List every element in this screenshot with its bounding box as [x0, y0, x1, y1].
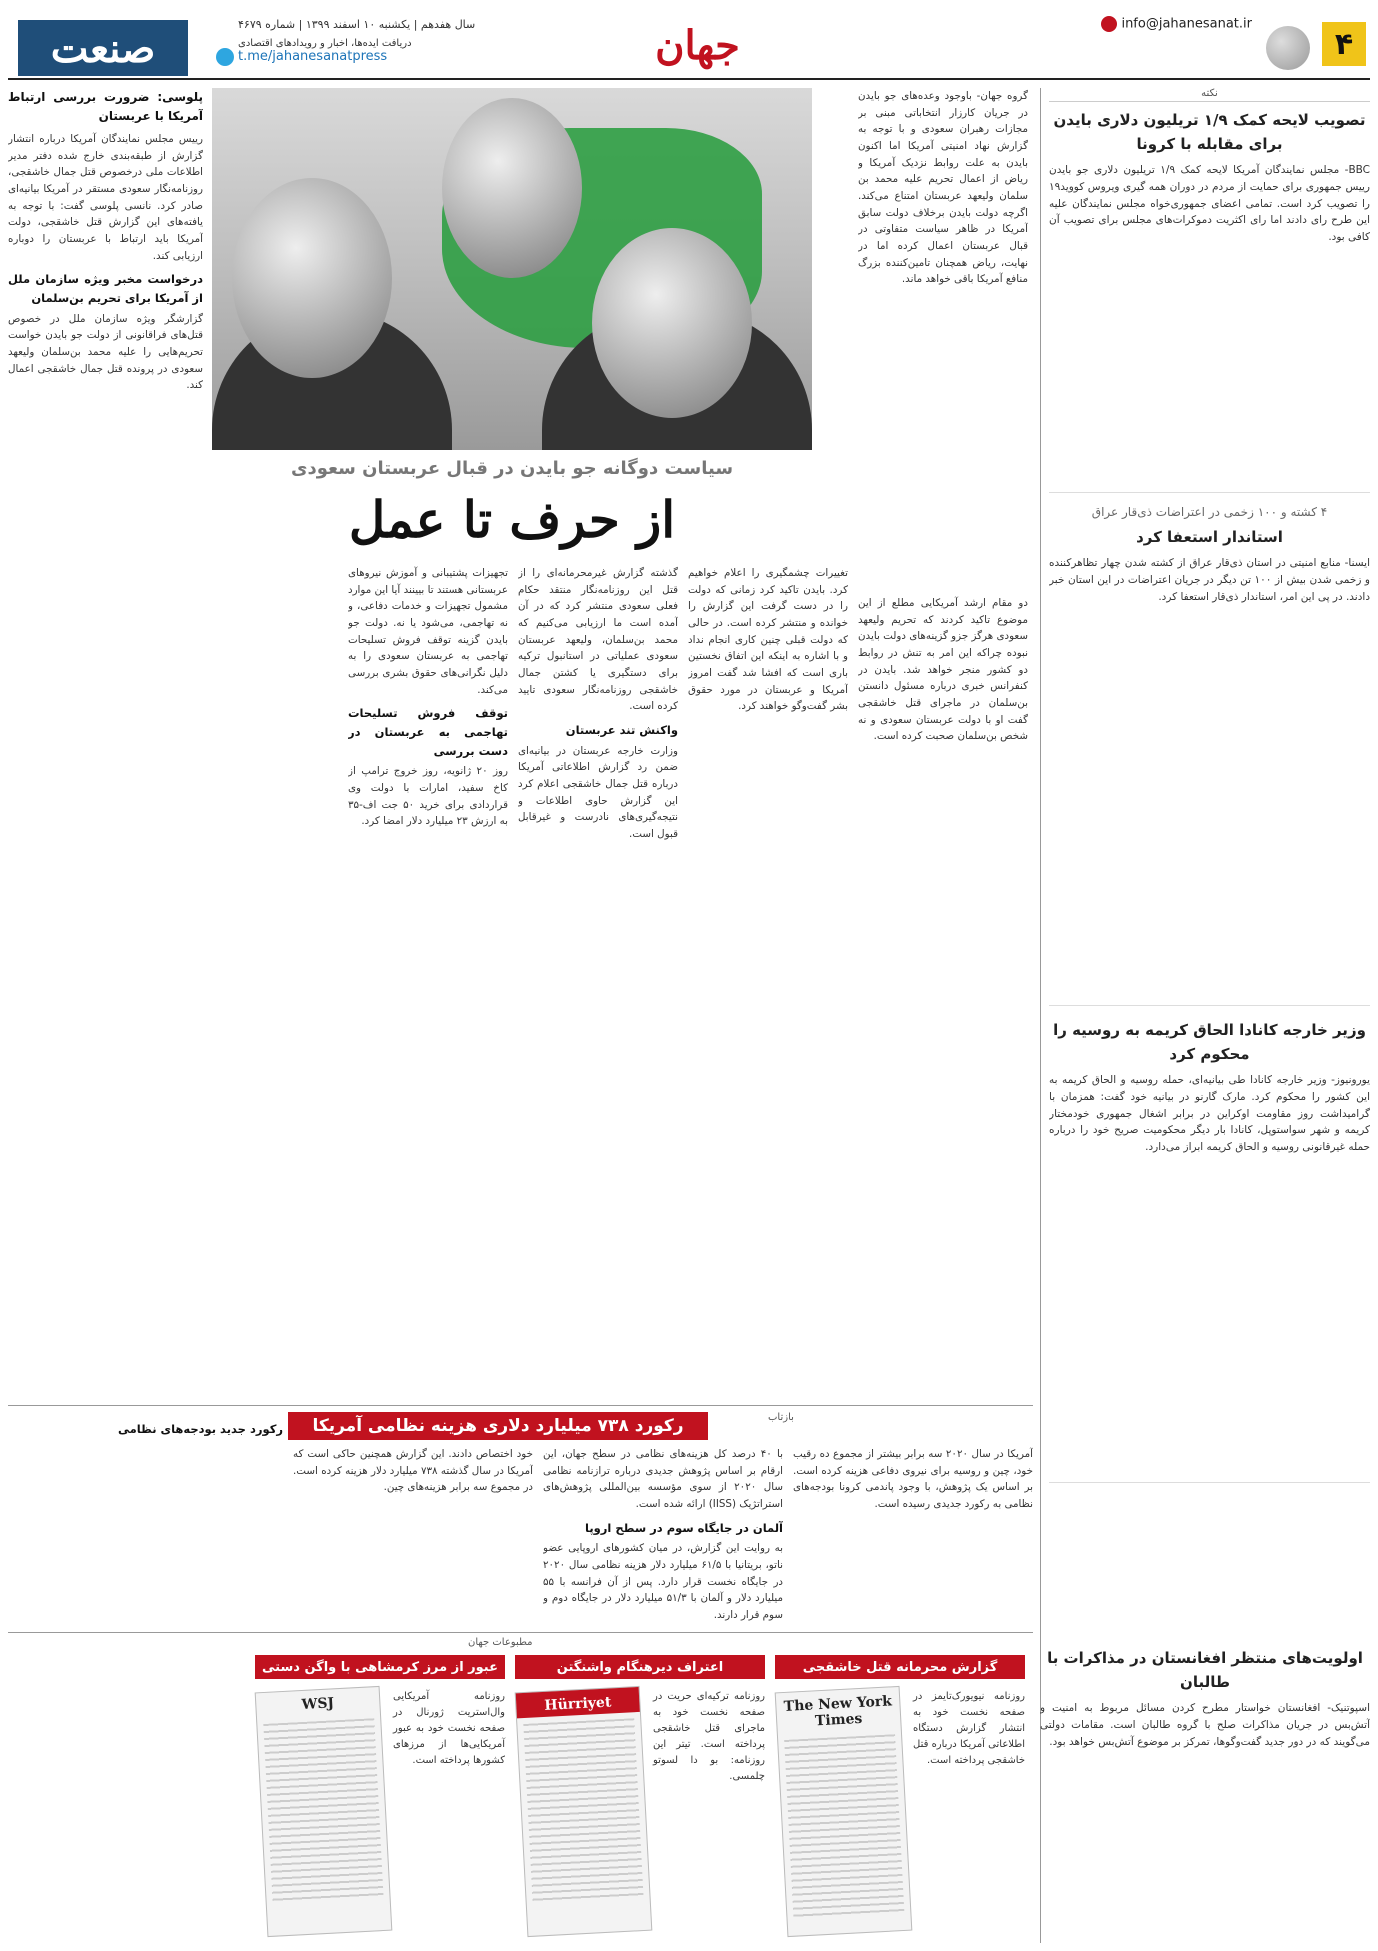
sidebar-article — [1049, 505, 1370, 1006]
column-text: دو مقام ارشد آمریکایی مطلع از این موضوع تاکید کردند که تحریم ولیعهد سعودی هرگز جزو گزینه‌های دولت بایدن نبوده چراکه این امر به تنش در روابط دو کشور منجر خواهد شد. بایدن در کنفرانس خبری درباره مسئول دانستن بن‌سلمان در ماجرای قتل خاشقجی گفت او با دولت عربستان سعودی و نه شخص بن‌سلمان صحبت کرده است. — [858, 597, 1028, 743]
sidebar-article — [1049, 1018, 1370, 1483]
press-text: روزنامه نیویورک‌تایمز در صفحه نخست خود به انتشار گزارش دستگاه اطلاعاتی آمریکا درباره قتل خاشقجی پرداخته است. — [913, 1691, 1025, 1766]
sidebar-article — [1040, 1640, 1370, 1950]
portrait-trump — [592, 228, 752, 418]
press-text: روزنامه ترکیه‌ای حریت در صفحه نخست خود به ماجرای قتل خاشقجی پرداخته است. تیتر این روزنامه: بو دا لسوتو چلمسی. — [653, 1691, 765, 1782]
newspaper-thumbnail — [515, 1686, 653, 1937]
article-column — [13, 1414, 283, 1619]
column-subhead: آلمان در جایگاه سوم در سطح اروپا — [585, 1520, 783, 1535]
text-lines-graphic — [523, 1718, 643, 1904]
column-subhead: توقف فروش تسلیحات تهاجمی به عربستان در دست بررسی — [348, 706, 508, 758]
article-body: BBC- مجلس نمایندگان آمریکا لایحه کمک ۱/۹ تریلیون دلاری جو بایدن رییس جمهوری برای حمایت از مردم در دوران همه گیری ویروس کووید۱۹ را تصویب کرد است. تمامی اعضای جمهوری‌خواه مجلس نمایندگان علیه این طرح رای دادند اما رای اکثریت دموکرات‌های مجلس برای تصویب آن کافی بود. — [1049, 164, 1370, 244]
email-address[interactable] — [1101, 16, 1252, 32]
military-spending-section — [8, 1405, 1033, 1627]
article-body: یورونیوز- وزیر خارجه کانادا طی بیانیه‌ای، حمله روسیه و الحاق کریمه به این کشور را محکوم کرد. مارک گارنو در بیانیه خود گفت: همزمان با گرامیداشت روز مقاومت اوکراین در برابر اشغال جمهوری خودمختار کریمه و شهر سواستوپل، کانادا بار دیگر محکومیت صریح خود را درباره حمله غیرقانونی روسیه و الحاق کریمه ابراز می‌دارد. — [1049, 1074, 1370, 1154]
article-body: ایسنا- منابع امنیتی در استان ذی‌قار عراق از کشته شدن چهار تظاهرکننده و زخمی شدن بیش از ۱۰۰ تن دیگر در جریان اعتراضات در این استان خبر دادند. در پی این امر، استاندار ذی‌قار استعفا کرد. — [1049, 557, 1370, 603]
section-tag: بازتاب — [768, 1412, 794, 1423]
column-text: تجهیزات پشتیبانی و آموزش نیروهای عربستانی هستند تا بیینند آیا این موارد مشمول تجهیزات و خدمات دفاعی، و نه تهاجمی، می‌شود یا نه. دولت جو بایدن گزینه توقف فروش تسلیحات تهاجمی به عربستان سعودی را به دلیل نگرانی‌های حقوق بشری بررسی می‌کند. — [348, 567, 508, 696]
column-text: روز ۲۰ ژانویه، روز خروج ترامپ از کاخ سفید، امارات با دولت وی قراردادی برای خرید ۵۰ جت اف-۳۵ به ارزش ۲۳ میلیارد دلار امضا کرد. — [348, 765, 508, 828]
issue-info: سال هفدهم | یکشنبه ۱۰ اسفند ۱۳۹۹ | شماره ۴۶۷۹ — [238, 18, 476, 31]
telegram-text: دریافت ایده‌ها، اخبار و رویدادهای اقتصادی — [238, 38, 412, 49]
section-title: جهان — [655, 22, 740, 69]
article-column — [858, 88, 1028, 588]
column-text: خود اختصاص دادند. این گزارش همچنین حاکی است که آمریکا در سال گذشته ۷۳۸ میلیارد دلار هزینه کرده است. در مجموع سه برابر هزینه‌های چین. — [293, 1448, 533, 1494]
telegram-promo[interactable] — [238, 38, 412, 64]
column-subhead: واکنش تند عربستان — [565, 723, 678, 738]
column-text: به روایت این گزارش، در میان کشورهای اروپایی عضو ناتو، بریتانیا با ۶۱/۵ میلیارد دلار هزینه نظامی سال ۲۰۲۰ در جایگاه نخست قرار دارد. پس از آن فرانسه با ۵۵ میلیارد دلار و آلمان با ۵۱/۳ میلیارد دلار در جایگاه دوم و سوم قرار دارند. — [543, 1542, 783, 1621]
press-title: عبور از مرز کرمشاهی با واگن دستی — [255, 1655, 505, 1679]
note-tag: نکته — [1049, 88, 1370, 102]
article-title: اولویت‌های منتظر افغانستان در مذاکرات با طالبان — [1047, 1649, 1363, 1691]
press-title: اعتراف دیرهنگام واشنگتن — [515, 1655, 765, 1679]
main-kicker: سیاست دوگانه جو بایدن در قبال عربستان سعودی — [290, 458, 734, 479]
newspaper-logo: صنعت — [18, 20, 188, 76]
telegram-link[interactable]: t.me/jahanesanatpress — [238, 49, 388, 64]
column-subhead: درخواست مخبر ویژه سازمان ملل از آمریکا برای تحریم بن‌سلمان — [8, 272, 203, 305]
globe-icon — [1266, 26, 1310, 70]
article-column — [348, 565, 508, 1395]
column-text: گزارشگر ویژه سازمان ملل در خصوص قتل‌های فراقانونی از دولت جو بایدن خواست تحریم‌هایی را علیه محمد بن‌سلمان ولیعهد سعودی در پرونده قتل جمال خاشقجی اعمال کند. — [8, 312, 203, 392]
email-text: info@jahanesanat.ir — [1121, 16, 1252, 32]
portrait-bin-salman — [442, 98, 582, 278]
article-column — [793, 1446, 1033, 1621]
newspaper-thumbnail — [255, 1686, 393, 1937]
text-lines-graphic — [263, 1718, 383, 1904]
press-text: روزنامه آمریکایی وال‌استریت ژورنال در صفحه نخست خود به عبور آمریکایی‌ها از مرزهای کشورها پرداخته است. — [393, 1691, 505, 1766]
section-title: رکورد ۷۳۸ میلیارد دلاری هزینه نظامی آمریکا — [288, 1412, 708, 1440]
world-press-section — [8, 1632, 1033, 1943]
article-column — [518, 565, 678, 1395]
sidebar-article — [1049, 108, 1370, 493]
article-title: استاندار استعفا کرد — [1136, 528, 1283, 546]
article-title: وزیر خارجه کانادا الحاق کریمه به روسیه را محکوم کرد — [1053, 1021, 1366, 1063]
column-title: پلوسی: ضرورت بررسی ارتباط آمریکا با عربستان — [8, 90, 203, 124]
article-column — [8, 88, 203, 1393]
article-kicker: ۴ کشته و ۱۰۰ زخمی در اعتراضات ذی‌قار عراق — [1091, 505, 1328, 519]
section-tag: مطبوعات جهان — [468, 1637, 533, 1648]
column-text: آمریکا در سال ۲۰۲۰ سه برابر بیشتر از مجموع ده رقیب خود، چین و روسیه برای نیروی دفاعی هزینه کرده است. بر اساس یک پژوهش، با وجود پاندمی کرونا بودجه‌های نظامی به رکورد جدیدی رسیده است. — [793, 1448, 1033, 1511]
main-headline: از حرف تا عمل — [348, 490, 676, 549]
page-number: ۴ — [1322, 22, 1366, 66]
masthead: WSJ — [301, 1695, 335, 1713]
article-body: اسپوتنیک- افغانستان خواستار مطرح کردن مسائل مربوط به امنیت و آتش‌بس در جریان مذاکرات صلح با گروه طالبان است. مقامات دولتی می‌گویند که در دور جدید گفت‌وگوها، تمرکز بر موضوع آتش‌بس خواهد بود. — [1040, 1702, 1370, 1748]
press-item — [515, 1655, 765, 1940]
press-item — [775, 1655, 1025, 1940]
column-text: گروه جهان- باوجود وعده‌های جو بایدن در جریان کارزار انتخاباتی مبنی بر مجازات رهبران سعودی و با توجه به گزارش نهاد امنیتی آمریکا اما اکنون بایدن به علت روابط نزدیک آمریکا و ریاض از اعمال تحریم علیه محمد بن سلمان ولیعهد عربستان امتناع می‌کند. اگرچه دولت بایدن برخلاف دولت سابق آمریکا در ظاهر سیاست متفاوتی در قبال عربستان اعمال کرده اما در نهایت، ریاض همچنان تامین‌کننده بزرگ منافع آمریکا باقی خواهد ماند. — [858, 90, 1028, 286]
email-icon — [1101, 16, 1117, 32]
article-column — [543, 1446, 783, 1621]
leaders-photo — [212, 88, 812, 450]
column-text: رییس مجلس نمایندگان آمریکا درباره انتشار گزارش از طبقه‌بندی خارج شده دفتر مدیر اطلاعات ملی درخصوص قتل جمال خاشقجی، روزنامه‌نگار سعودی مستقر در آمریکا بیانیه‌ای صادر کرد. نانسی پلوسی گفت: با توجه به یافته‌های این گزارش قتل خاشقجی، دولت آمریکا باید ارتباط با عربستان را دوباره ارزیابی کند. — [8, 132, 203, 262]
masthead: Hürriyet — [516, 1687, 640, 1718]
portrait-biden — [232, 178, 392, 378]
article-column — [688, 565, 848, 1395]
text-lines-graphic — [784, 1734, 904, 1920]
column-text: تغییرات چشمگیری را اعلام خواهیم کرد. بایدن تاکید کرد زمانی که دولت را در دست گرفت این گزارش را خوانده و منتشر کرده است. در حالی که دولت قبلی چنین کاری انجام نداد و با اشاره به اینکه این اتفاق نخستین باری است که افشا شد گفت امروز آمریکا و عربستان در مورد حقوق بشر گفت‌وگو خواهند کرد. — [688, 567, 848, 713]
newspaper-thumbnail — [775, 1686, 913, 1937]
article-column — [293, 1446, 533, 1621]
column-subhead: رکورد جدید بودجه‌های نظامی — [117, 1422, 283, 1436]
column-text: با ۴۰ درصد کل هزینه‌های نظامی در سطح جهان، این ارقام بر اساس پژوهش جدیدی درباره ترازنامه نظامی سال ۲۰۲۰ از سوی مؤسسه بین‌المللی پژوهش‌های استراتژیک (IISS) ارائه شده است. — [543, 1448, 783, 1511]
page-header — [8, 8, 1370, 80]
column-text: وزارت خارجه عربستان در بیانیه‌ای ضمن رد گزارش اطلاعاتی آمریکا درباره قتل جمال خاشقجی اعلام کرد این گزارش حاوی اطلاعات و نتیجه‌گیری‌های نادرست و غیرقابل قبول است. — [518, 744, 678, 841]
article-title: تصویب لایحه کمک ۱/۹ تریلیون دلاری بایدن برای مقابله با کرونا — [1053, 111, 1366, 153]
article-column — [858, 595, 1028, 1395]
telegram-icon — [216, 48, 234, 66]
press-item — [255, 1655, 505, 1940]
column-text: گذشته گزارش غیرمحرمانه‌ای را از قتل این روزنامه‌نگار منتقد حکام فعلی سعودی منتشر کرد که در آن آمده است ما ارزیابی می‌کنیم که محمد بن‌سلمان، ولیعهد عربستان سعودی عملیاتی در استانبول ترکیه برای دستگیری یا کشتن جمال خاشقجی روزنامه‌نگار سعودی تایید کرده است. — [518, 567, 678, 713]
masthead: The New York Times — [783, 1693, 893, 1730]
press-title: گزارش محرمانه قتل خاشقجی — [775, 1655, 1025, 1679]
